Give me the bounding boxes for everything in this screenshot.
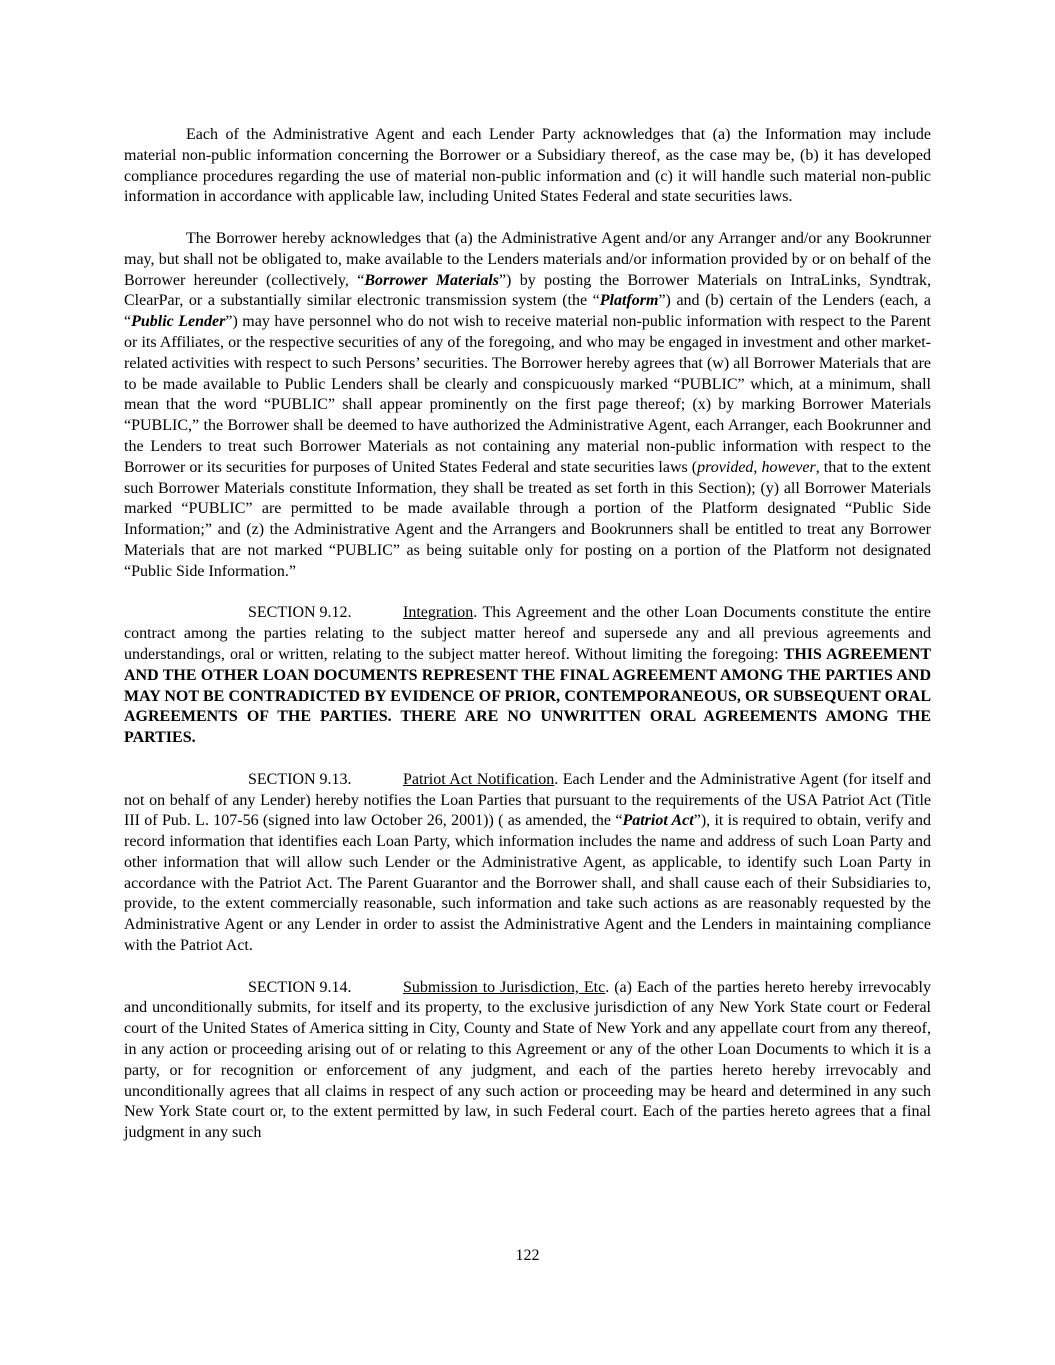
text-run: ”), it is required to obtain, verify and record information that identifies each Loan Party, which information includes the name and address of such Loan Party and other information that will allow such Lender or the Administrative Agent, as applicable, to identify such Loan Party in accordance with the Patriot Act. The Parent Guarantor and the Borrower shall, and shall cause each of their Subsidiaries to, provide, to the extent commercially reasonable, such information and take such actions as are reasonably requested by the Administrative Agent or any Lender in order to assist the Administrative Agent and the Lenders in maintaining compliance with the Patriot Act.	[124, 812, 931, 955]
bold-integration-clause: THIS AGREEMENT AND THE OTHER LOAN DOCUMENTS REPRESENT THE FINAL AGREEMENT AMONG THE PARTIES AND MAY NOT BE CONTRADICTED BY EVIDENCE OF PRIOR, CONTEMPORANEOUS, OR SUBSEQUENT ORAL AGREEMENTS OF THE PARTIES. THERE ARE NO UNWRITTEN ORAL AGREEMENTS AMONG THE PARTIES.	[124, 645, 931, 747]
text-run: . (a) Each of the parties hereto hereby irrevocably and unconditionally submits, for itself and its property, to the exclusive jurisdiction of any New York State court or Federal court of the United States of America sitting in City, County and State of New York and any appellate court from any thereof, in any action or proceeding arising out of or relating to this Agreement or any of the other Loan Documents to which it is a party, or for recognition or enforcement of any judgment, and each of the parties hereto hereby irrevocably and unconditionally agrees that all claims in respect of any such action or proceeding may be heard and determined in any such New York State court or, to the extent permitted by law, in such Federal court. Each of the parties hereto agrees that a final judgment in any such	[124, 978, 931, 1142]
section-heading: Submission to Jurisdiction, Etc	[403, 978, 606, 996]
text-run: . This Agreement and the other Loan Documents constitute the entire contract among the parties relating to the subject matter hereof and supersede any and all previous agreements and understandings, oral or written, relating to the subject matter hereof. Without limiting the foregoing:	[124, 604, 931, 663]
section-number: SECTION 9.14.	[248, 978, 352, 996]
text-run: ,	[753, 458, 762, 476]
section-heading: Integration	[403, 604, 474, 622]
text-run: ”) and (b) certain of the Lenders (each, a “	[124, 292, 931, 331]
section-heading: Patriot Act Notification	[403, 770, 555, 788]
italic-provided: provided	[697, 458, 754, 476]
text-run: , that to the extent such Borrower Materials constitute Information, they shall be treated as set forth in this Section); (y) all Borrower Materials marked “PUBLIC” are permitted to be made available through a portion of the Platform designated “Public Side Information;” and (z) the Administrative Agent and the Arrangers and Bookrunners shall be entitled to treat any Borrower Materials that are not marked “PUBLIC” as being suitable only for posting on a portion of the Platform not designated “Public Side Information.”	[124, 458, 932, 580]
section-9-14	[124, 978, 931, 1144]
page-number: 122	[515, 1247, 540, 1264]
section-9-13	[124, 770, 931, 957]
section-number: SECTION 9.12.	[248, 604, 352, 622]
text-run: ”) may have personnel who do not wish to receive material non-public information with respect to the Parent or its Affiliates, or the respective securities of any of the foregoing, and who may be engaged in investment and other market-related activities with respect to such Persons’ securities. The Borrower hereby agrees that (w) all Borrower Materials that are to be made available to Public Lenders shall be clearly and conspicuously marked “PUBLIC” which, at a minimum, shall mean that the word “PUBLIC” shall appear prominently on the first page thereof; (x) by marking Borrower Materials “PUBLIC,” the Borrower shall be deemed to have authorized the Administrative Agent, each Arranger, each Bookrunner and the Lenders to treat such Borrower Materials as not containing any material non-public information with respect to the Borrower or its securities for purposes of United States Federal and state securities laws (	[124, 313, 931, 476]
text-run: ”) by posting the Borrower Materials on IntraLinks, Syndtrak, ClearPar, or a substantially similar electronic transmission system (the “	[124, 271, 932, 310]
italic-however: however	[761, 458, 816, 476]
defined-term-borrower-materials: Borrower Materials	[364, 271, 499, 289]
paragraph-information-acknowledgement: Each of the Administrative Agent and each Lender Party acknowledges that (a) the Information may include material non-public information concerning the Borrower or a Subsidiary thereof, as the case may be, (b) it has developed compliance procedures regarding the use of material non-public information and (c) it will handle such material non-public information in accordance with applicable law, including United States Federal and state securities laws.	[124, 126, 931, 206]
text-run: The Borrower hereby acknowledges that (a) the Administrative Agent and/or any Arranger and/or any Bookrunner may, but shall not be obligated to, make available to the Lenders materials and/or information provided by or on behalf of the Borrower hereunder (collectively, “	[124, 229, 931, 289]
section-number: SECTION 9.13.	[248, 770, 352, 788]
defined-term-platform: Platform	[599, 292, 659, 310]
defined-term-patriot-act: Patriot Act	[622, 812, 694, 830]
defined-term-public-lender: Public Lender	[131, 313, 226, 331]
section-9-12	[124, 603, 931, 749]
document-page	[124, 125, 931, 1144]
text-run: . Each Lender and the Administrative Agent (for itself and not on behalf of any Lender) hereby notifies the Loan Parties that pursuant to the requirements of the USA Patriot Act (Title III of Pub. L. 107-56 (signed into law October 26, 2001)) ( as amended, the “	[124, 770, 932, 830]
paragraph-borrower-materials	[124, 229, 931, 583]
